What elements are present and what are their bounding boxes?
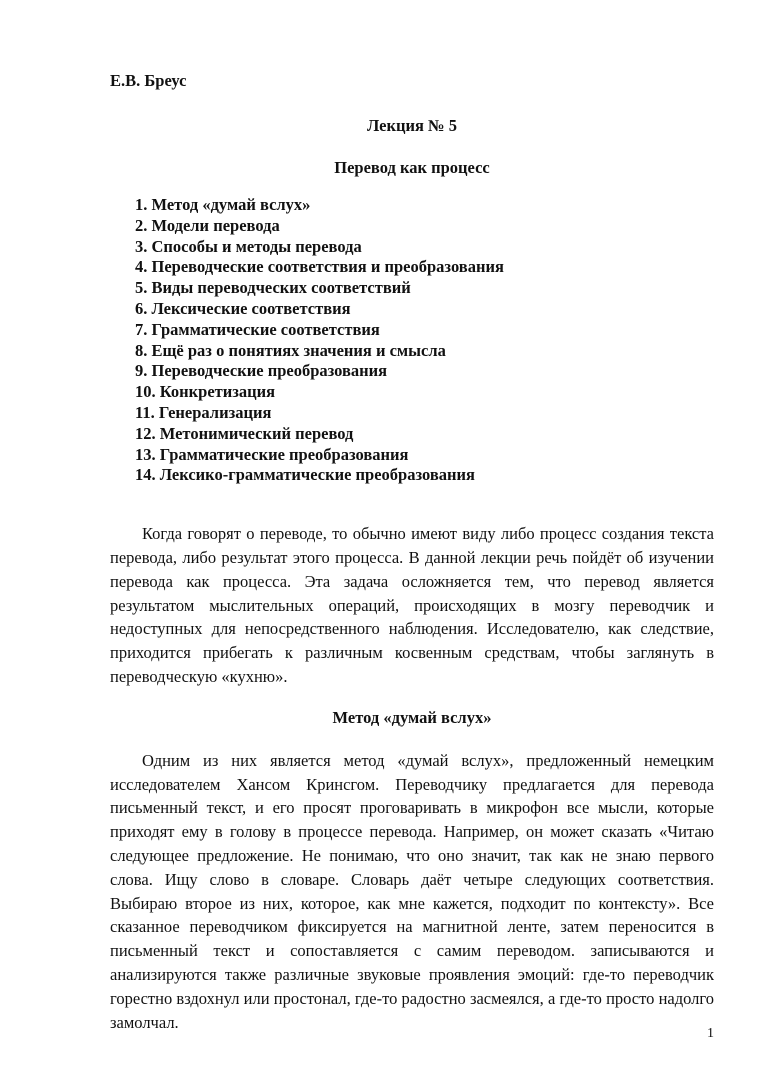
intro-paragraph: Когда говорят о переводе, то обычно имеют виду либо процесс создания текста перевода, либо результат этого процесса. В данной лекции речь пойдёт об изучении перевода как процесса. Эта задача осложняется тем, что перевод является результатом мыслительных операций, происходящих в мозгу переводчик и недоступных для непосредственного наблюдения. Исследователю, как следствие, приходится прибегать к различным косвенным средствам, чтобы заглянуть в переводческую «кухню».	[110, 524, 714, 686]
toc-item: 3. Способы и методы перевода	[135, 236, 362, 256]
lecture-title: Перевод как процесс	[334, 158, 490, 177]
lecture-number: Лекция № 5	[366, 116, 458, 135]
toc-item: 12. Метонимический перевод	[135, 423, 354, 443]
toc-item: 1. Метод «думай вслух»	[135, 195, 311, 214]
toc-item: 2. Модели перевода	[135, 215, 280, 235]
page-number: 1	[707, 1026, 714, 1041]
toc-item: 10. Конкретизация	[135, 382, 276, 402]
table-of-contents	[110, 195, 714, 486]
author-name: Е.В. Бреус	[110, 71, 187, 90]
toc-item: 11. Генерализация	[135, 402, 272, 422]
toc-item: 7. Грамматические соответствия	[135, 319, 380, 339]
section-heading: Метод «думай вслух»	[332, 707, 492, 727]
toc-item: 5. Виды переводческих соответствий	[135, 278, 411, 298]
toc-item: 6. Лексические соответствия	[135, 298, 351, 318]
toc-item: 8. Ещё раз о понятиях значения и смысла	[135, 340, 446, 360]
toc-item: 13. Грамматические преобразования	[135, 444, 409, 464]
toc-item: 14. Лексико-грамматические преобразования	[135, 465, 475, 485]
section-paragraph: Одним из них является метод «думай вслух», предложенный немецким исследователем Хансом Кринсгом. Переводчику предлагается для перевода письменный текст, и его просят проговаривать в микрофон все мысли, которые приходят ему в голову в процессе перевода. Например, он может сказать «Читаю следующее предложение. Не понимаю, что оно значит, так как не знаю первого слова. Ищу слово в словаре. Словарь даёт четыре следующих соответствия. Выбираю второе из них, которое, как мне кажется, подходит по контексту». Все сказанное переводчиком фиксируется на магнитной ленте, затем переносится в письменный текст и сопоставляется с самим переводом. записываются и анализируются также различные звуковые проявления эмоций: где-то переводчик горестно вздохнул или простонал, где-то радостно засмеялся, а где-то просто надолго замолчал.	[110, 750, 714, 1032]
toc-item: 4. Переводческие соответствия и преобразования	[135, 257, 504, 277]
toc-item: 9. Переводческие преобразования	[135, 361, 388, 381]
